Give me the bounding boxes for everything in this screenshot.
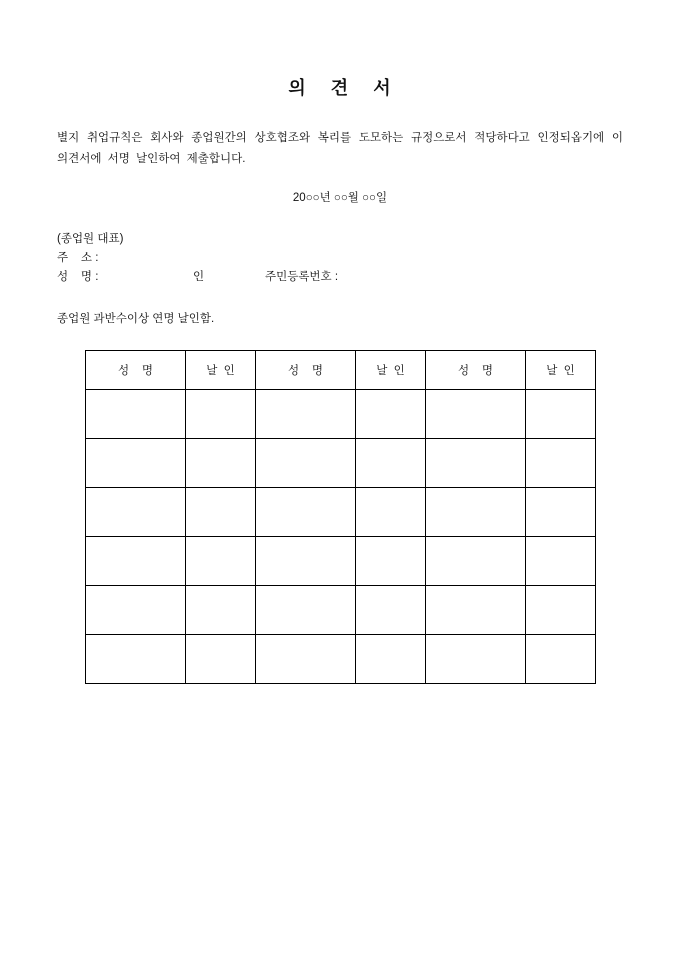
signature-cell xyxy=(356,586,426,635)
signature-cell xyxy=(356,439,426,488)
signature-cell xyxy=(186,537,256,586)
signature-cell xyxy=(256,537,356,586)
signature-cell xyxy=(256,635,356,684)
signature-cell xyxy=(86,537,186,586)
seal-label: 인 xyxy=(193,271,205,283)
column-header-seal: 날 인 xyxy=(526,351,596,390)
signature-cell xyxy=(86,635,186,684)
table-row xyxy=(86,537,596,586)
column-header-name: 성 명 xyxy=(86,351,186,390)
resident-number-label: 주민등록번호 : xyxy=(265,271,339,283)
column-header-seal: 날 인 xyxy=(356,351,426,390)
column-header-name: 성 명 xyxy=(256,351,356,390)
table-row xyxy=(86,635,596,684)
signature-cell xyxy=(186,586,256,635)
signature-cell xyxy=(426,635,526,684)
signature-cell xyxy=(426,586,526,635)
signature-cell xyxy=(186,488,256,537)
column-header-seal: 날 인 xyxy=(186,351,256,390)
signature-cell xyxy=(256,586,356,635)
signature-cell xyxy=(86,488,186,537)
signature-cell xyxy=(356,488,426,537)
signature-cell xyxy=(526,537,596,586)
signature-cell xyxy=(356,635,426,684)
signature-cell xyxy=(356,390,426,439)
signature-cell xyxy=(526,488,596,537)
table-row xyxy=(86,390,596,439)
name-line xyxy=(57,268,623,284)
signature-cell xyxy=(186,390,256,439)
note-line: 종업원 과반수이상 연명 날인함. xyxy=(57,313,215,325)
signature-cell xyxy=(526,635,596,684)
signature-cell xyxy=(86,439,186,488)
signature-cell xyxy=(256,390,356,439)
signature-cell xyxy=(256,439,356,488)
page-title: 의 견 서 xyxy=(288,78,392,98)
date-line: 20○○년 ○○월 ○○일 xyxy=(292,192,388,204)
signature-cell xyxy=(426,390,526,439)
signature-cell xyxy=(86,586,186,635)
table-row xyxy=(86,586,596,635)
signature-cell xyxy=(86,390,186,439)
signature-cell xyxy=(526,439,596,488)
signature-cell xyxy=(426,537,526,586)
body-paragraph: 별지 취업규칙은 회사와 종업원간의 상호협조와 복리를 도모하는 규정으로서 적당하다고 인정되옵기에 이 의견서에 서명 날인하여 제출합니다. xyxy=(57,132,623,165)
signature-cell xyxy=(186,439,256,488)
signature-cell xyxy=(426,488,526,537)
address-label: 주 소 : xyxy=(57,252,99,264)
table-row xyxy=(86,488,596,537)
signature-table xyxy=(85,350,596,684)
name-label: 성 명 : xyxy=(57,271,99,283)
signature-cell xyxy=(256,488,356,537)
signature-table-body xyxy=(86,390,596,684)
signature-cell xyxy=(356,537,426,586)
signature-cell xyxy=(186,635,256,684)
signature-cell xyxy=(526,586,596,635)
column-header-name: 성 명 xyxy=(426,351,526,390)
table-header-row xyxy=(86,351,596,390)
representative-label: (종업원 대표) xyxy=(57,233,124,245)
table-row xyxy=(86,439,596,488)
signature-cell xyxy=(526,390,596,439)
signature-cell xyxy=(426,439,526,488)
